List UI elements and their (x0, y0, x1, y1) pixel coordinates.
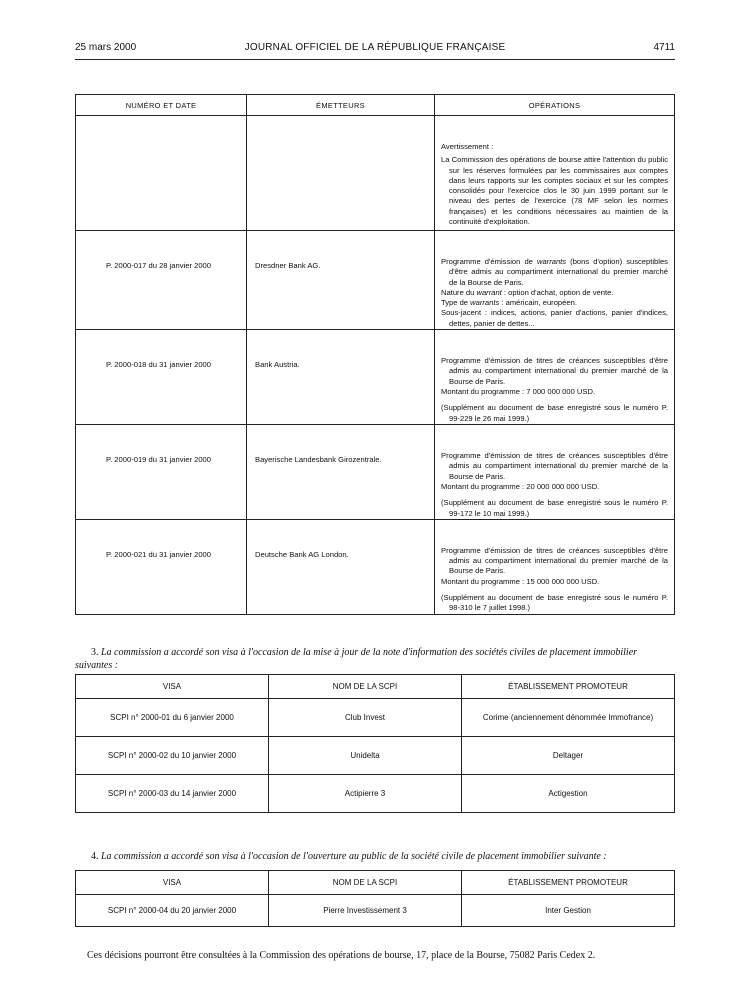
paragraph-3 (75, 646, 675, 672)
visa-cell: SCPI n° 2000-02 du 10 janvier 2000 (76, 737, 269, 775)
number-cell (76, 116, 247, 231)
table-header-row (76, 675, 675, 699)
table-header-row (76, 871, 675, 895)
paragraph-4 (75, 850, 675, 863)
table-row (76, 330, 675, 425)
footer-note: Ces décisions pourront être consultées à la Commission des opérations de bourse, 17, place de la Bourse, 75082 Paris Cedex 2. (87, 950, 596, 961)
supplement-text: (Supplément au document de base enregistré sous le numéro P. 99-172 le 10 mai 1999.) (441, 498, 668, 518)
journal-title: JOURNAL OFFICIEL DE LA RÉPUBLIQUE FRANÇAISE (244, 42, 506, 53)
operations-cell (435, 519, 675, 614)
promoter-cell: Corime (anciennement dénommée Immofrance) (462, 699, 675, 737)
operations-cell (435, 330, 675, 425)
scpi-name-cell: Club Invest (269, 699, 462, 737)
program-amount: Montant du programme : 15 000 000 000 USD. (441, 576, 600, 586)
column-header: ÉMETTEURS (247, 95, 435, 116)
table-row (76, 231, 675, 330)
program-text: Programme d'émission de titres de créances susceptibles d'être admis au compartiment international du premier marché de la Bourse de Paris. (441, 356, 668, 386)
table-row (76, 699, 675, 737)
table-row (76, 895, 675, 927)
column-header: ÉTABLISSEMENT PROMOTEUR (462, 871, 675, 895)
underlying-text: Sous-jacent : indices, actions, panier d'actions, panier d'indices, dettes, panier de dettes... (441, 308, 668, 328)
column-header: NOM DE LA SCPI (269, 675, 462, 699)
paragraph-number: 3. (91, 647, 101, 658)
scpi-update-table (75, 674, 675, 813)
number-cell: P. 2000-018 du 31 janvier 2000 (76, 330, 247, 425)
visa-cell: SCPI n° 2000-01 du 6 janvier 2000 (76, 699, 269, 737)
program-text: Programme d'émission de titres de créances susceptibles d'être admis au compartiment international du premier marché de la Bourse de Paris. (441, 545, 668, 576)
promoter-cell: Deltager (462, 737, 675, 775)
supplement-text: (Supplément au document de base enregistré sous le numéro P. 99-229 le 26 mai 1999.) (441, 403, 668, 423)
column-header: ÉTABLISSEMENT PROMOTEUR (462, 675, 675, 699)
number-cell: P. 2000-021 du 31 janvier 2000 (76, 519, 247, 614)
operations-cell (435, 425, 675, 520)
program-amount: Montant du programme : 7 000 000 000 USD. (441, 386, 596, 396)
issuer-cell: Deutsche Bank AG London. (247, 519, 435, 614)
column-header: NOM DE LA SCPI (269, 871, 462, 895)
operations-cell (435, 231, 675, 330)
table-row (76, 425, 675, 520)
scpi-name-cell: Pierre Investissement 3 (269, 895, 462, 927)
page-header (75, 42, 675, 58)
column-header: NUMÉRO ET DATE (76, 95, 247, 116)
operations-cell (435, 116, 675, 231)
page-number: 4711 (653, 42, 675, 53)
program-amount: Montant du programme : 20 000 000 000 USD. (441, 481, 600, 491)
scpi-name-cell: Unidelta (269, 737, 462, 775)
paragraph-text: La commission a accordé son visa à l'occasion de la mise à jour de la note d'information des sociétés civiles de placement immobilier suivantes : (75, 647, 638, 671)
number-cell: P. 2000-017 du 28 janvier 2000 (76, 231, 247, 330)
program-text: Programme d'émission de titres de créances susceptibles d'être admis au compartiment international du premier marché de la Bourse de Paris. (441, 451, 668, 481)
column-header: OPÉRATIONS (435, 95, 675, 116)
table-row (76, 519, 675, 614)
table-row (76, 775, 675, 813)
issuer-cell (247, 116, 435, 231)
program-text: Programme d'émission de warrants (bons d'option) susceptibles d'être admis au compartiment international du premier marché de la Bourse de Paris. (441, 257, 668, 287)
promoter-cell: Inter Gestion (462, 895, 675, 927)
supplement-text: (Supplément au document de base enregistré sous le numéro P. 98-310 le 7 juillet 1998.) (441, 593, 668, 613)
warning-text: La Commission des opérations de bourse attire l'attention du public sur les réserves formulées par les commissaires aux comptes dans leurs rapports sur les comptes sociaux et sur les comptes consolidés pour l'exercice clos le 30 juin 1999 portant sur le niveau des pertes de l'exercice (78 MF selon les normes françaises) et les conditions nécessaires au maintien de la continuité d'exploitation. (441, 155, 668, 227)
paragraph-text: La commission a accordé son visa à l'occasion de l'ouverture au public de la société civile de placement immobilier suivante : (101, 851, 607, 862)
warrant-nature: Nature du warrant : option d'achat, option de vente. (441, 287, 614, 297)
visa-cell: SCPI n° 2000-04 du 20 janvier 2000 (76, 895, 269, 927)
number-cell: P. 2000-019 du 31 janvier 2000 (76, 425, 247, 520)
issuer-cell: Bank Austria. (247, 330, 435, 425)
issuer-cell: Dresdner Bank AG. (247, 231, 435, 330)
visa-cell: SCPI n° 2000-03 du 14 janvier 2000 (76, 775, 269, 813)
paragraph-number: 4. (91, 851, 101, 862)
column-header: VISA (76, 675, 269, 699)
operations-table (75, 94, 675, 615)
issuer-cell: Bayerische Landesbank Girozentrale. (247, 425, 435, 520)
scpi-name-cell: Actipierre 3 (269, 775, 462, 813)
table-row (76, 116, 675, 231)
warrant-type: Type de warrants : américain, européen. (441, 298, 577, 308)
table-header-row (76, 95, 675, 116)
column-header: VISA (76, 871, 269, 895)
warning-heading: Avertissement : (441, 142, 494, 151)
scpi-opening-table (75, 870, 675, 927)
promoter-cell: Actigestion (462, 775, 675, 813)
issue-date: 25 mars 2000 (75, 42, 137, 53)
header-rule (75, 59, 675, 60)
table-row (76, 737, 675, 775)
